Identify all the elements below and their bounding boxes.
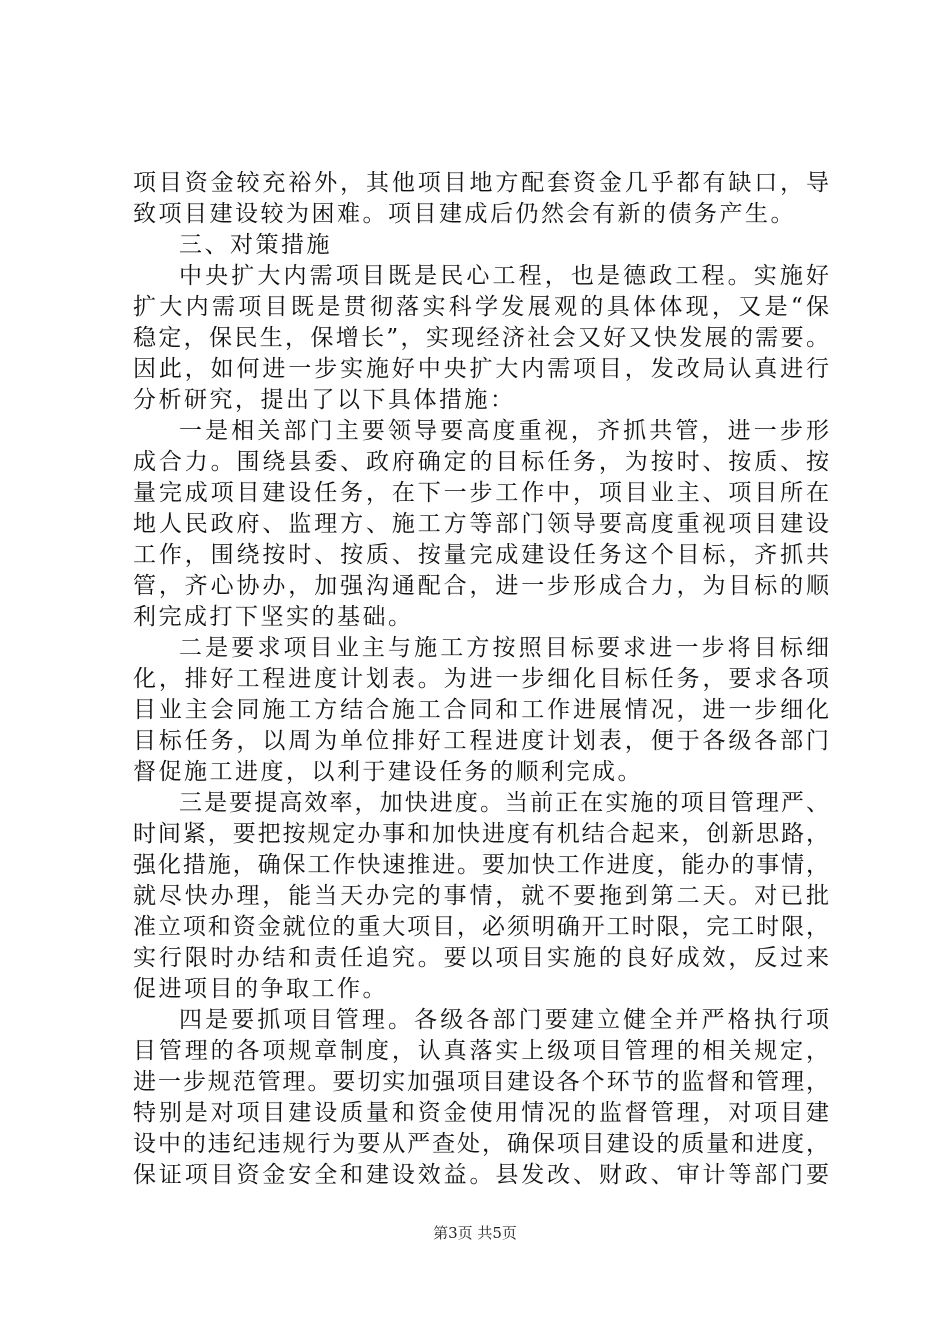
text-line: 因此，如何进一步实施好中央扩大内需项目，发改局认真进行 (133, 356, 829, 382)
text-line: 稳定，保民生，保增长”，实现经济社会又好又快发展的需要。 (133, 325, 829, 351)
text-line: 目标任务，以周为单位排好工程进度计划表，便于各级各部门 (133, 728, 829, 754)
text-line: 致项目建设较为困难。项目建成后仍然会有新的债务产生。 (133, 201, 796, 227)
text-line: 准立项和资金就位的重大项目，必须明确开工时限，完工时限， (133, 914, 829, 940)
text-line: 目业主会同施工方结合施工合同和工作进展情况，进一步细化 (133, 697, 829, 723)
text-line: 工作，围绕按时、按质、按量完成建设任务这个目标，齐抓共 (133, 542, 829, 568)
text-line: 保证项目资金安全和建设效益。县发改、财政、审计等部门要 (133, 1162, 829, 1188)
text-line: 就尽快办理，能当天办完的事情，就不要拖到第二天。对已批 (133, 883, 829, 909)
text-line: 量完成项目建设任务，在下一步工作中，项目业主、项目所在 (133, 480, 829, 506)
text-line: 三、对策措施 (179, 232, 332, 258)
document-body (133, 168, 829, 1191)
text-line: 地人民政府、监理方、施工方等部门领导要高度重视项目建设 (133, 511, 829, 537)
text-line: 进一步规范管理。要切实加强项目建设各个环节的监督和管理， (133, 1069, 829, 1095)
text-line: 实行限时办结和责任追究。要以项目实施的良好成效，反过来 (133, 945, 829, 971)
text-line: 扩大内需项目既是贯彻落实科学发展观的具体体现，又是“保 (133, 294, 829, 320)
text-line: 管，齐心协办，加强沟通配合，进一步形成合力，为目标的顺 (133, 573, 829, 599)
text-line: 设中的违纪违规行为要从严查处，确保项目建设的质量和进度， (133, 1131, 829, 1157)
text-line: 特别是对项目建设质量和资金使用情况的监督管理，对项目建 (133, 1100, 829, 1126)
text-line: 时间紧，要把按规定办事和加快进度有机结合起来，创新思路， (133, 821, 829, 847)
text-line: 三是要提高效率，加快进度。当前正在实施的项目管理严、 (179, 790, 829, 816)
text-line: 化，排好工程进度计划表。为进一步细化目标任务，要求各项 (133, 666, 829, 692)
text-line: 二是要求项目业主与施工方按照目标要求进一步将目标细 (179, 635, 829, 661)
text-line: 成合力。围绕县委、政府确定的目标任务，为按时、按质、按 (133, 449, 829, 475)
text-line: 目管理的各项规章制度，认真落实上级项目管理的相关规定， (133, 1038, 829, 1064)
text-line: 一是相关部门主要领导要高度重视，齐抓共管，进一步形 (179, 418, 829, 444)
text-line: 强化措施，确保工作快速推进。要加快工作进度，能办的事情， (133, 852, 829, 878)
text-line: 督促施工进度，以利于建设任务的顺利完成。 (133, 759, 643, 785)
text-line: 四是要抓项目管理。各级各部门要建立健全并严格执行项 (179, 1007, 829, 1033)
text-line: 分析研究，提出了以下具体措施： (133, 387, 516, 413)
text-line: 利完成打下坚实的基础。 (133, 604, 414, 630)
text-line: 促进项目的争取工作。 (133, 976, 388, 1002)
text-line: 中央扩大内需项目既是民心工程，也是德政工程。实施好 (179, 263, 829, 289)
text-line: 项目资金较充裕外，其他项目地方配套资金几乎都有缺口，导 (133, 170, 829, 196)
page-footer: 第3页 共5页 (433, 1224, 517, 1242)
